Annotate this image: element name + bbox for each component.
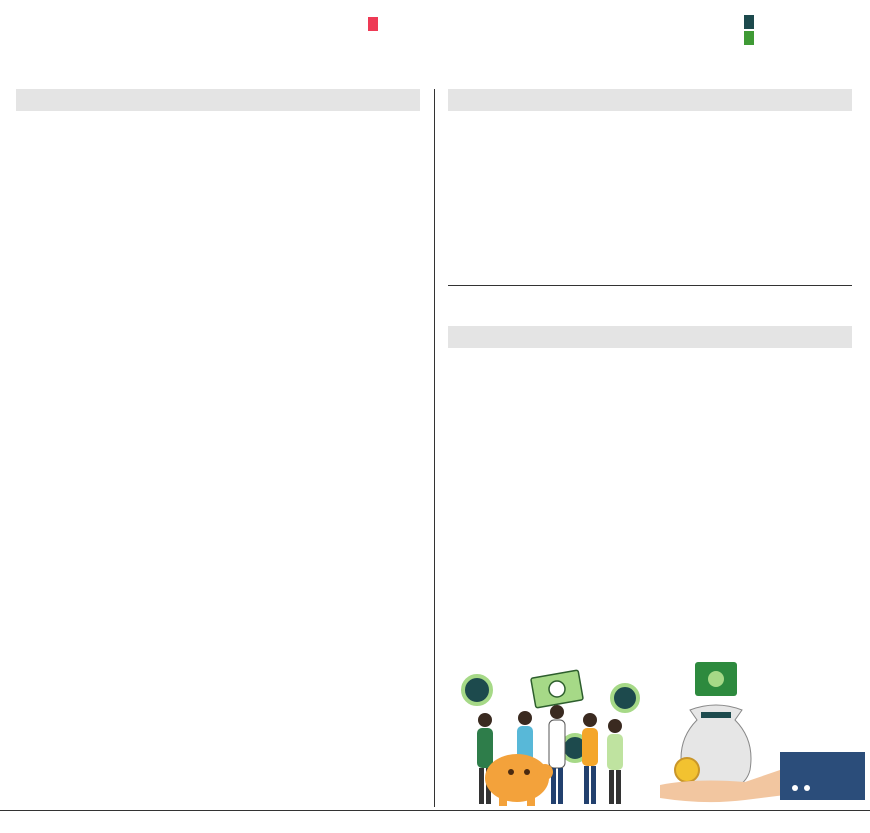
banknote-circle [549, 681, 565, 697]
legend-swatch-green [744, 31, 754, 45]
table-header-left [16, 89, 420, 111]
coin-icon [612, 685, 638, 711]
illustration-people-money [455, 660, 865, 810]
coin-icon [463, 676, 491, 704]
legend-swatch-dark [744, 15, 754, 29]
section-divider [448, 285, 852, 286]
table-header-bottom [448, 326, 852, 348]
table-header-right [448, 89, 852, 111]
legend-swatch-red [368, 17, 378, 31]
gold-coin-icon [675, 758, 699, 782]
piggy-bank-icon [485, 754, 553, 806]
column-divider [434, 89, 435, 807]
footer-divider [0, 810, 870, 811]
